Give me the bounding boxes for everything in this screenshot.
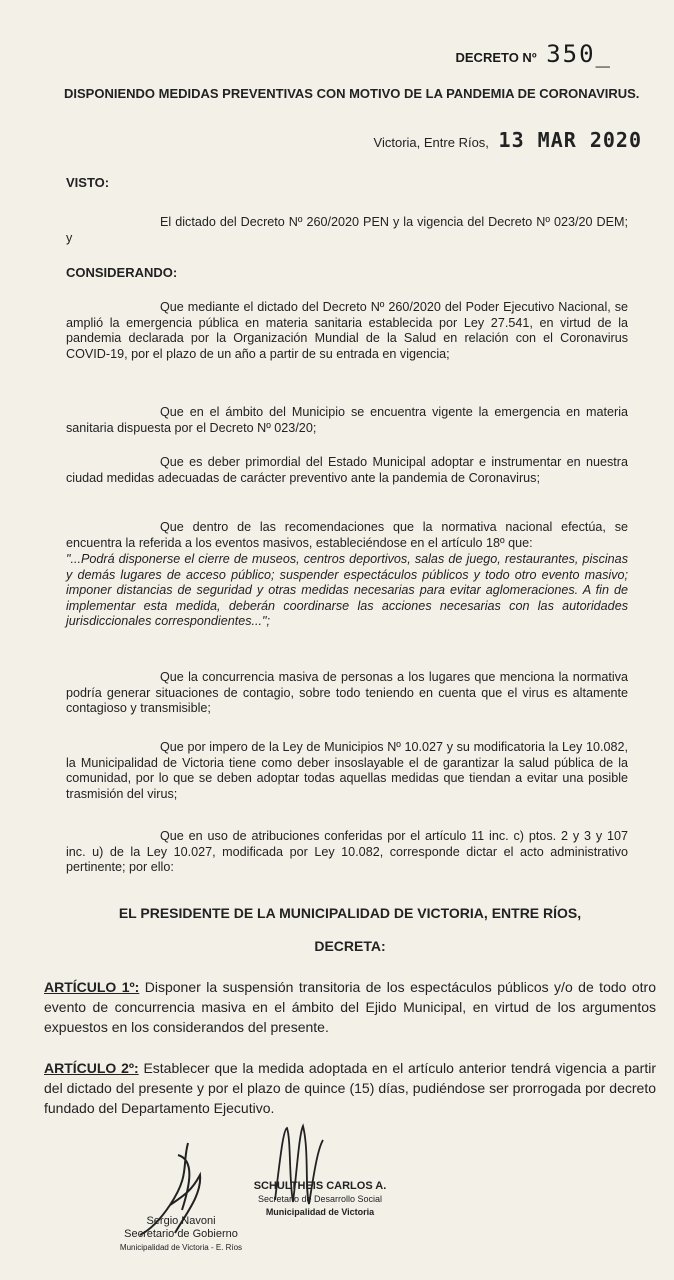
authority-line: EL PRESIDENTE DE LA MUNICIPALIDAD DE VICTORIA, ENTRE RÍOS, — [118, 905, 582, 921]
considerando-p1: Que mediante el dictado del Decreto Nº 260/2020 del Poder Ejecutivo Nacional, se amplió la emergencia pública en materia sanitaria establecida por Ley 27.541, en virtud de la pandemia declarada por la Organización Mundial de la Salud en relación con el Coronavirus COVID-19, por el plazo de un año a partir de su entrada en vigencia; — [66, 300, 628, 361]
article-2-label: ARTÍCULO 2º: — [44, 1060, 139, 1076]
signature-1-name: Sergio Navoni — [146, 1215, 216, 1227]
signature-1-role: Secretario de Gobierno — [124, 1228, 238, 1240]
place-date — [374, 128, 642, 152]
signature-block-1 — [96, 1215, 266, 1254]
considerando-p2: Que en el ámbito del Municipio se encuentra vigente la emergencia en materia sanitaria dispuesta por el Decreto Nº 023/20; — [66, 405, 628, 435]
considerando-p4: Que dentro de las recomendaciones que la normativa nacional efectúa, se encuentra la referida a los eventos masivos, estableciéndose en el artículo 18º que: — [66, 520, 628, 550]
decree-number-line — [456, 40, 613, 68]
signature-2-org: Municipalidad de Victoria — [265, 1207, 375, 1217]
visto-text: El dictado del Decreto Nº 260/2020 PEN y la vigencia del Decreto Nº 023/20 DEM; y — [66, 215, 628, 245]
article-1 — [44, 977, 656, 1037]
article-1-text: Disponer la suspensión transitoria de los espectáculos públicos y/o de todo otro evento de concurrencia masiva en el ámbito del Ejido Municipal, en virtud de los argumentos expuestos en los considerandos del presente. — [44, 979, 656, 1035]
place: Victoria, Entre Ríos, — [373, 135, 489, 150]
considerando-heading: CONSIDERANDO: — [66, 265, 178, 280]
decree-number-label: DECRETO Nº — [455, 50, 537, 65]
signature-2-role: Secretario de Desarrollo Social — [257, 1194, 383, 1204]
visto-heading: VISTO: — [66, 175, 110, 190]
article-1-label: ARTÍCULO 1º: — [44, 979, 140, 995]
considerando-p4-quote: "...Podrá disponerse el cierre de museos, centros deportivos, salas de juego, restaurantes, piscinas y demás lugares de acceso público; suspender espectáculos públicos y todo otro evento masivo; imponer distancias de seguridad y otras medidas necesarias para evitar aglomeraciones. A fin de implementar esta medida, deberán coordinarse las acciones necesarias con las autoridades jurisdiccionales correspondientes..."; — [66, 552, 628, 628]
signature-block-2 — [250, 1180, 390, 1219]
decree-number: 350_ — [546, 40, 612, 68]
date-stamp: 13 MAR 2020 — [498, 128, 642, 152]
article-2 — [44, 1058, 656, 1118]
considerando-p6: Que por impero de la Ley de Municipios Nº 10.027 y su modificatoria la Ley 10.082, la Municipalidad de Victoria tiene como deber insoslayable el de garantizar la salud pública de la comunidad, por lo que se deben adoptar todas aquellas medidas que tiendan a evitar una posible trasmisión del virus; — [66, 740, 628, 801]
decreta-line: DECRETA: — [314, 938, 386, 954]
article-2-text: Establecer que la medida adoptada en el artículo anterior tendrá vigencia a partir del dictado del presente y por el plazo de quince (15) días, pudiéndose ser prorrogada por decreto fundado del Departamento Ejecutivo. — [44, 1060, 657, 1116]
considerando-p3: Que es deber primordial del Estado Municipal adoptar e instrumentar en nuestra ciudad medidas adecuadas de carácter preventivo ante la pandemia de Coronavirus; — [66, 455, 628, 485]
decree-title: DISPONIENDO MEDIDAS PREVENTIVAS CON MOTIVO DE LA PANDEMIA DE CORONAVIRUS. — [64, 86, 640, 101]
considerando-p7: Que en uso de atribuciones conferidas por el artículo 11 inc. c) ptos. 2 y 3 y 107 inc. u) de la Ley 10.027, modificada por Ley 10.082, corresponde dictar el acto administrativo pertinente; por ello: — [66, 829, 628, 874]
considerando-p5: Que la concurrencia masiva de personas a los lugares que menciona la normativa podría generar situaciones de contagio, sobre todo teniendo en cuenta que el virus es altamente contagioso y transmisible; — [66, 670, 628, 715]
signature-1-org: Municipalidad de Victoria - E. Ríos — [119, 1243, 243, 1252]
signature-2-name: SCHULTHEIS CARLOS A. — [253, 1180, 387, 1192]
